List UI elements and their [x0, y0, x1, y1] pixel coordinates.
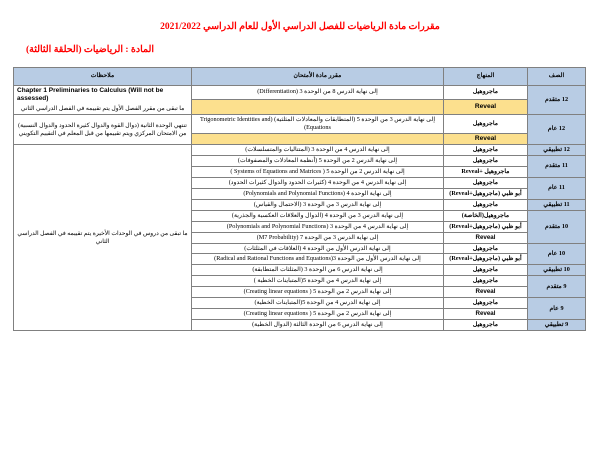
- cell-grade: 12 عام: [528, 114, 586, 144]
- cell-grade: 9 تطبيقي: [528, 320, 586, 331]
- cell-grade: 11 متقدم: [528, 156, 586, 178]
- cell-exam-content: إلى نهاية الدرس 4 من الوحدة 4 (كثيرات الحدود والدوال كثيرات الحدود): [192, 177, 444, 188]
- column-header-notes: ملاحظات: [14, 67, 192, 85]
- cell-grade: 9 عام: [528, 298, 586, 320]
- cell-curriculum: Reveal: [444, 133, 528, 144]
- table-header: [14, 67, 586, 85]
- cell-grade: 10 متقدم: [528, 210, 586, 243]
- cell-curriculum: ماجروهيل(الخاصة): [444, 210, 528, 221]
- cell-exam-content: إلى نهاية الدرس 2 من الوحدة 5 (أنظمة المعادلات والمصفوفات): [192, 156, 444, 167]
- cell-grade: 12 متقدم: [528, 85, 586, 114]
- cell-curriculum: Reveal: [444, 287, 528, 298]
- document-title: مقررات مادة الرياضيات للفصل الدراسي الأول للعام الدراسي 2021/2022: [160, 22, 440, 32]
- cell-exam-content: إلى نهاية الدرس 3 من الوحدة 5 (المتطابقات والمعادلات المثلثية) (Trigonometric Identities and Equations): [192, 114, 444, 133]
- cell-exam-content: إلى نهاية الدرس 2 من الوحدة 5 ( Systems of Equations and Matrices ): [192, 166, 444, 177]
- cell-exam-content: إلى نهاية الوحدة 4 (Polynomials and Polynomial Functions): [192, 188, 444, 199]
- cell-grade: 11 تطبيقي: [528, 199, 586, 210]
- cell-exam-content: [192, 99, 444, 114]
- column-header-curriculum: المنهاج: [444, 67, 528, 85]
- cell-curriculum: ماجروهيل: [444, 320, 528, 331]
- cell-exam-content: إلى نهاية الدرس الأول من الوحدة 4 (العلاقات في المثلثات): [192, 243, 444, 254]
- cell-curriculum: Reveal: [444, 232, 528, 243]
- table-row: [14, 114, 586, 133]
- cell-exam-content: إلى نهاية الدرس 3 من الوحدة 7 (M7 Probability): [192, 232, 444, 243]
- cell-curriculum: أبو ظبي (ماجروهيل+Reveal): [444, 188, 528, 199]
- cell-exam-content: إلى نهاية الدرس 4 من الوحدة 5(المتباينات الخطية ): [192, 276, 444, 287]
- cell-grade: 10 تطبيقي: [528, 265, 586, 276]
- cell-exam-content: إلى نهاية الدرس 4 من الوحدة 5(المتباينات الخطية): [192, 298, 444, 309]
- cell-curriculum: ماجروهيل: [444, 177, 528, 188]
- cell-exam-content: إلى نهاية الدرس 4 من الوحدة 3 (المتتاليات والمتسلسلات): [192, 145, 444, 156]
- cell-notes: [14, 145, 192, 331]
- cell-curriculum: ماجروهيل: [444, 243, 528, 254]
- cell-curriculum: ماجروهيل: [444, 156, 528, 167]
- cell-exam-content: إلى نهاية الدرس 3 من الوحدة 4 (الدوال والعلاقات العكسية والجذرية): [192, 210, 444, 221]
- note-arabic: تنتهي الوحدة الثانية (دوال القوة والدوال كثيرة الحدود والدوال النسبية) من الامتحان المركزي ويتم تقييمها من قبل المعلم في التقييم التكويني: [18, 122, 187, 137]
- cell-exam-content: إلى نهاية الدرس 4 من الوحدة 3 (Polynomials and Polynomial Functions): [192, 221, 444, 232]
- cell-curriculum: ماجروهيل +Reveal: [444, 166, 528, 177]
- note-arabic-shared: ما تبقى من دروس في الوحدات الأخيرة يتم تقييمه في الفصل الدراسي الثاني: [17, 230, 188, 246]
- cell-curriculum: أبو ظبي (ماجروهيل+Reveal): [444, 221, 528, 232]
- cell-curriculum: Reveal: [444, 309, 528, 320]
- cell-curriculum: أبو ظبي (ماجروهيل+Reveal): [444, 254, 528, 265]
- document-subtitle: المادة : الرياضيات (الحلقة الثالثة): [26, 45, 155, 56]
- cell-exam-content: إلى نهاية الدرس الأول من الوحدة 3(Radical and Rational Functions and Equations): [192, 254, 444, 265]
- cell-exam-content: إلى نهاية الدرس 2 من الوحدة 5 ( Creating linear equations): [192, 309, 444, 320]
- schedule-table: [13, 67, 586, 331]
- table-row: [14, 85, 586, 99]
- cell-exam-content: إلى نهاية الدرس 6 من الوحدة 3 (المثلثات المتطابقة): [192, 265, 444, 276]
- note-english: Chapter 1 Preliminaries to Calculus (Will not be assessed): [17, 86, 164, 103]
- cell-notes: [14, 114, 192, 144]
- cell-exam-content: إلى نهاية الدرس 3 من الوحدة 3 (الاحتمال والقياس): [192, 199, 444, 210]
- cell-curriculum: ماجروهيل: [444, 276, 528, 287]
- cell-curriculum: ماجروهيل: [444, 114, 528, 133]
- cell-grade: 12 تطبيقي: [528, 145, 586, 156]
- cell-curriculum: Reveal: [444, 99, 528, 114]
- cell-notes: [14, 85, 192, 114]
- cell-curriculum: ماجروهيل: [444, 85, 528, 99]
- cell-grade: 11 عام: [528, 177, 586, 199]
- cell-curriculum: ماجروهيل: [444, 145, 528, 156]
- cell-exam-content: إلى نهاية الدرس 6 من الوحدة الثالثة (الدوال الخطية): [192, 320, 444, 331]
- cell-curriculum: ماجروهيل: [444, 199, 528, 210]
- schedule-table-container: [14, 67, 586, 331]
- cell-grade: 9 متقدم: [528, 276, 586, 298]
- cell-exam-content: إلى نهاية الدرس 8 من الوحدة 3 (Differentiation): [192, 85, 444, 99]
- cell-grade: 10 عام: [528, 243, 586, 265]
- cell-curriculum: ماجروهيل: [444, 298, 528, 309]
- table-body: [14, 85, 586, 330]
- cell-exam-content: إلى نهاية الدرس 2 من الوحدة 5 ( Creating linear equations): [192, 287, 444, 298]
- note-arabic: ما تبقى من مقرر الفصل الأول يتم تقييمه في الفصل الدراسي الثاني: [20, 105, 185, 112]
- column-header-exam: مقرر مادة الأمتحان: [192, 67, 444, 85]
- table-row: [14, 145, 586, 156]
- column-header-grade: الصف: [528, 67, 586, 85]
- cell-exam-content: [192, 133, 444, 144]
- cell-curriculum: ماجروهيل: [444, 265, 528, 276]
- table-header-row: [14, 67, 586, 85]
